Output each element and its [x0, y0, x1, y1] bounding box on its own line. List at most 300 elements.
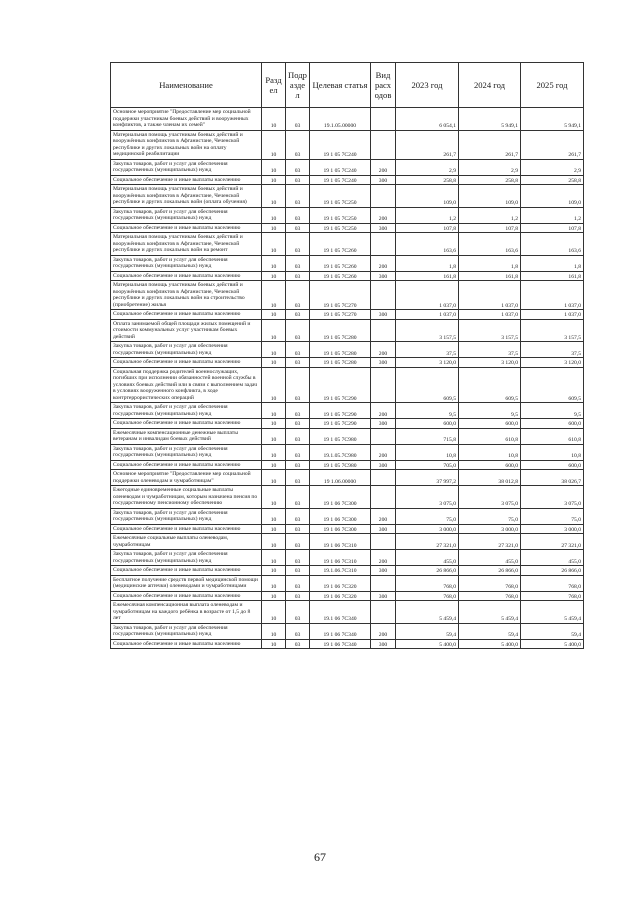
cell-vr: 300	[371, 310, 396, 320]
table-row	[111, 639, 584, 649]
cell-razd: 10	[262, 223, 286, 233]
cell-y2024: 27 321,0	[459, 534, 521, 550]
cell-cs: 19 1 05 7С290	[310, 403, 371, 419]
cell-vr: 200	[371, 403, 396, 419]
cell-y2025: 258,8	[521, 175, 584, 185]
cell-vr	[371, 470, 396, 486]
cell-name: Социальное обеспечение и иные выплаты населению	[111, 223, 262, 233]
cell-y2025: 5 949,1	[521, 108, 584, 131]
cell-y2023: 715,8	[396, 428, 459, 444]
cell-y2025: 1,8	[521, 255, 584, 271]
header-2025: 2025 год	[521, 63, 584, 108]
cell-vr	[371, 534, 396, 550]
cell-vr: 300	[371, 175, 396, 185]
page-number: 67	[314, 850, 326, 864]
table-row	[111, 419, 584, 429]
cell-name: Материальная помощь участникам боевых действий и вооружённых конфликтов в Афганистане, Чеченской республике и других локальных войн на ремонт	[111, 233, 262, 256]
cell-pr: 03	[286, 524, 310, 534]
cell-razd: 10	[262, 486, 286, 509]
cell-razd: 10	[262, 367, 286, 403]
cell-vr	[371, 185, 396, 208]
cell-y2023: 161,8	[396, 271, 459, 281]
cell-cs: 19 1 05 7С280	[310, 358, 371, 368]
cell-name: Материальная помощь участникам боевых действий и вооружённых конфликтов в Афганистане, Чеченской республике и других локальных войн на оплату медицинской реабилитации	[111, 130, 262, 159]
cell-y2024: 768,0	[459, 575, 521, 591]
cell-pr: 03	[286, 271, 310, 281]
cell-vr: 300	[371, 566, 396, 576]
cell-cs: 19 1 05 7С270	[310, 281, 371, 310]
cell-cs: 19 1 05 7С240	[310, 159, 371, 175]
cell-vr: 200	[371, 444, 396, 460]
cell-y2023: 768,0	[396, 575, 459, 591]
cell-pr: 03	[286, 233, 310, 256]
cell-y2024: 2,9	[459, 159, 521, 175]
cell-razd: 10	[262, 428, 286, 444]
table-row	[111, 534, 584, 550]
cell-y2025: 5 400,0	[521, 639, 584, 649]
cell-vr: 300	[371, 460, 396, 470]
cell-name: Закупка товаров, работ и услуг для обеспечения государственных (муниципальных) нужд	[111, 342, 262, 358]
cell-cs: 19 1 06 7С300	[310, 486, 371, 509]
cell-y2023: 3 075,0	[396, 486, 459, 509]
cell-y2023: 6 054,1	[396, 108, 459, 131]
cell-y2025: 9,5	[521, 403, 584, 419]
cell-y2023: 37 997,2	[396, 470, 459, 486]
table-row	[111, 444, 584, 460]
cell-cs: 19 1 05 7С260	[310, 271, 371, 281]
cell-y2023: 3 157,5	[396, 319, 459, 342]
table-body	[111, 108, 584, 649]
cell-cs: 19 1 05 7С280	[310, 342, 371, 358]
cell-pr: 03	[286, 342, 310, 358]
cell-y2025: 768,0	[521, 591, 584, 601]
cell-pr: 03	[286, 566, 310, 576]
cell-name: Социальное обеспечение и иные выплаты населению	[111, 524, 262, 534]
cell-y2023: 59,4	[396, 623, 459, 639]
cell-y2025: 10,8	[521, 444, 584, 460]
cell-name: Социальное обеспечение и иные выплаты населению	[111, 419, 262, 429]
cell-razd: 10	[262, 591, 286, 601]
cell-razd: 10	[262, 233, 286, 256]
cell-y2023: 258,8	[396, 175, 459, 185]
cell-razd: 10	[262, 207, 286, 223]
cell-razd: 10	[262, 550, 286, 566]
cell-pr: 03	[286, 591, 310, 601]
table-row	[111, 358, 584, 368]
cell-razd: 10	[262, 508, 286, 524]
cell-y2024: 163,6	[459, 233, 521, 256]
cell-y2023: 37,5	[396, 342, 459, 358]
cell-cs: 19 1 05 7С980	[310, 460, 371, 470]
cell-y2023: 768,0	[396, 591, 459, 601]
cell-y2025: 163,6	[521, 233, 584, 256]
cell-pr: 03	[286, 428, 310, 444]
header-2024: 2024 год	[459, 63, 521, 108]
cell-name: Ежемесячные социальные выплаты оленеводам, чумработницам	[111, 534, 262, 550]
cell-pr: 03	[286, 159, 310, 175]
cell-vr	[371, 319, 396, 342]
cell-y2025: 455,0	[521, 550, 584, 566]
cell-vr	[371, 601, 396, 624]
cell-y2025: 3 075,0	[521, 486, 584, 509]
cell-y2025: 609,5	[521, 367, 584, 403]
cell-y2024: 75,0	[459, 508, 521, 524]
cell-y2025: 109,0	[521, 185, 584, 208]
cell-cs: 19 1 06 7С300	[310, 524, 371, 534]
cell-razd: 10	[262, 271, 286, 281]
cell-vr: 300	[371, 524, 396, 534]
cell-vr: 200	[371, 623, 396, 639]
cell-cs: 19 1 05 7С250	[310, 223, 371, 233]
cell-vr: 200	[371, 550, 396, 566]
cell-razd: 10	[262, 534, 286, 550]
cell-y2024: 3 120,0	[459, 358, 521, 368]
cell-y2025: 768,0	[521, 575, 584, 591]
cell-razd: 10	[262, 342, 286, 358]
cell-vr: 200	[371, 255, 396, 271]
cell-y2024: 10,8	[459, 444, 521, 460]
cell-y2025: 2,9	[521, 159, 584, 175]
cell-cs: 19 1.06.00000	[310, 470, 371, 486]
cell-pr: 03	[286, 534, 310, 550]
cell-y2023: 75,0	[396, 508, 459, 524]
cell-razd: 10	[262, 460, 286, 470]
cell-y2023: 261,7	[396, 130, 459, 159]
cell-name: Закупка товаров, работ и услуг для обеспечения государственных (муниципальных) нужд	[111, 508, 262, 524]
cell-y2025: 3 000,0	[521, 524, 584, 534]
cell-y2025: 3 120,0	[521, 358, 584, 368]
cell-vr	[371, 281, 396, 310]
cell-y2024: 258,8	[459, 175, 521, 185]
header-section: Разд ел	[262, 63, 286, 108]
cell-name: Ежегодные единовременные социальные выплаты оленеводам и чумработницам, которым назначена пенсия по государственному пенсионному обеспечению	[111, 486, 262, 509]
cell-razd: 10	[262, 175, 286, 185]
cell-vr	[371, 233, 396, 256]
cell-vr: 200	[371, 508, 396, 524]
cell-y2024: 38 012,8	[459, 470, 521, 486]
cell-y2025: 161,8	[521, 271, 584, 281]
cell-name: Социальное обеспечение и иные выплаты населению	[111, 175, 262, 185]
cell-name: Оплата занимаемой общей площади жилых помещений и стоимости коммунальных услуг участникам боевых действий	[111, 319, 262, 342]
cell-y2024: 1 037,0	[459, 310, 521, 320]
cell-y2024: 3 157,5	[459, 319, 521, 342]
cell-y2023: 1 037,0	[396, 281, 459, 310]
cell-cs: 19.1.06.7С310	[310, 566, 371, 576]
cell-cs: 19.1.05.00000	[310, 108, 371, 131]
header-target: Целевая статья	[310, 63, 371, 108]
cell-y2023: 163,6	[396, 233, 459, 256]
cell-razd: 10	[262, 470, 286, 486]
cell-cs: 19 1 05 7С270	[310, 310, 371, 320]
table-row	[111, 342, 584, 358]
table-row	[111, 591, 584, 601]
cell-y2023: 455,0	[396, 550, 459, 566]
cell-razd: 10	[262, 524, 286, 534]
cell-y2024: 600,0	[459, 419, 521, 429]
cell-y2024: 5 949,1	[459, 108, 521, 131]
cell-y2024: 59,4	[459, 623, 521, 639]
cell-razd: 10	[262, 575, 286, 591]
cell-pr: 03	[286, 281, 310, 310]
header-2023: 2023 год	[396, 63, 459, 108]
cell-razd: 10	[262, 159, 286, 175]
cell-name: Социальное обеспечение и иные выплаты населению	[111, 310, 262, 320]
cell-pr: 03	[286, 575, 310, 591]
cell-name: Материальная помощь участникам боевых действий и вооружённых конфликтов в Афганистане, Чеченской республике и других локальных войн на строительство (приобретение) жилья	[111, 281, 262, 310]
cell-name: Социальное обеспечение и иные выплаты населению	[111, 271, 262, 281]
table-row	[111, 486, 584, 509]
table-row	[111, 207, 584, 223]
cell-cs: 19 1 05 7С980	[310, 428, 371, 444]
cell-y2023: 5 459,4	[396, 601, 459, 624]
table-row	[111, 271, 584, 281]
cell-pr: 03	[286, 108, 310, 131]
cell-cs: 19 1 06 7С340	[310, 639, 371, 649]
cell-vr	[371, 428, 396, 444]
cell-name: Социальная поддержка родителей военнослужащих, погибших при исполнении обязанностей военной службы в условиях боевых действий или в связи с выполнением задач в условиях вооруженного конфликта, в ходе контртеррористических операций	[111, 367, 262, 403]
cell-cs: 19 1 06 7С320	[310, 575, 371, 591]
cell-vr: 300	[371, 223, 396, 233]
cell-pr: 03	[286, 601, 310, 624]
budget-table-sheet	[110, 62, 583, 649]
cell-name: Закупка товаров, работ и услуг для обеспечения государственных (муниципальных) нужд	[111, 550, 262, 566]
cell-pr: 03	[286, 470, 310, 486]
cell-vr: 200	[371, 207, 396, 223]
table-row	[111, 175, 584, 185]
cell-pr: 03	[286, 486, 310, 509]
cell-razd: 10	[262, 566, 286, 576]
cell-y2023: 10,8	[396, 444, 459, 460]
header-subsection: Подр азде л	[286, 63, 310, 108]
cell-vr: 300	[371, 639, 396, 649]
cell-razd: 10	[262, 419, 286, 429]
cell-y2025: 610,8	[521, 428, 584, 444]
cell-y2025: 1,2	[521, 207, 584, 223]
cell-y2023: 2,9	[396, 159, 459, 175]
header-name: Наименование	[111, 63, 262, 108]
cell-pr: 03	[286, 550, 310, 566]
cell-y2023: 3 000,0	[396, 524, 459, 534]
cell-y2024: 1,2	[459, 207, 521, 223]
cell-pr: 03	[286, 358, 310, 368]
cell-y2024: 261,7	[459, 130, 521, 159]
cell-y2025: 5 459,4	[521, 601, 584, 624]
cell-cs: 19 1 05 7С250	[310, 207, 371, 223]
table-row	[111, 470, 584, 486]
cell-y2023: 5 400,0	[396, 639, 459, 649]
cell-y2024: 37,5	[459, 342, 521, 358]
cell-vr	[371, 108, 396, 131]
cell-y2025: 600,0	[521, 419, 584, 429]
cell-cs: 19 1 05 7С240	[310, 175, 371, 185]
table-row	[111, 575, 584, 591]
table-row	[111, 130, 584, 159]
cell-pr: 03	[286, 319, 310, 342]
cell-y2024: 9,5	[459, 403, 521, 419]
cell-pr: 03	[286, 403, 310, 419]
cell-y2024: 109,0	[459, 185, 521, 208]
cell-y2023: 9,5	[396, 403, 459, 419]
cell-y2025: 38 026,7	[521, 470, 584, 486]
table-row	[111, 319, 584, 342]
cell-y2024: 5 459,4	[459, 601, 521, 624]
cell-name: Основное мероприятие "Предоставление мер социальной поддержки оленеводам и чумработницам"	[111, 470, 262, 486]
cell-razd: 10	[262, 255, 286, 271]
cell-y2025: 107,8	[521, 223, 584, 233]
cell-name: Закупка товаров, работ и услуг для обеспечения государственных (муниципальных) нужд	[111, 623, 262, 639]
cell-vr: 200	[371, 342, 396, 358]
cell-name: Социальное обеспечение и иные выплаты населению	[111, 566, 262, 576]
cell-pr: 03	[286, 419, 310, 429]
cell-name: Закупка товаров, работ и услуг для обеспечения государственных (муниципальных) нужд	[111, 403, 262, 419]
cell-name: Закупка товаров, работ и услуг для обеспечения государственных (муниципальных) нужд	[111, 444, 262, 460]
table-header-row	[111, 63, 584, 108]
cell-y2024: 107,8	[459, 223, 521, 233]
cell-vr	[371, 486, 396, 509]
cell-y2024: 3 075,0	[459, 486, 521, 509]
cell-pr: 03	[286, 207, 310, 223]
budget-table	[110, 62, 584, 649]
cell-y2023: 1 037,0	[396, 310, 459, 320]
table-row	[111, 255, 584, 271]
table-row	[111, 108, 584, 131]
cell-y2024: 3 000,0	[459, 524, 521, 534]
table-row	[111, 508, 584, 524]
table-row	[111, 623, 584, 639]
cell-razd: 10	[262, 601, 286, 624]
table-row	[111, 367, 584, 403]
cell-y2025: 59,4	[521, 623, 584, 639]
cell-name: Ежемесячная компенсационная выплата оленеводам и чумработницам на каждого ребёнка в возрасте от 1,5 до 8 лет	[111, 601, 262, 624]
cell-name: Материальная помощь участникам боевых действий и вооружённых конфликтов в Афганистане, Чеченской республике и других локальных войн (оплата обучения)	[111, 185, 262, 208]
cell-y2023: 109,0	[396, 185, 459, 208]
cell-y2023: 1,8	[396, 255, 459, 271]
cell-y2024: 600,0	[459, 460, 521, 470]
cell-razd: 10	[262, 185, 286, 208]
cell-y2023: 27 321,0	[396, 534, 459, 550]
cell-pr: 03	[286, 460, 310, 470]
cell-vr: 200	[371, 159, 396, 175]
cell-vr	[371, 130, 396, 159]
table-row	[111, 601, 584, 624]
cell-cs: 19 1 06 7С300	[310, 508, 371, 524]
cell-cs: 19.1 06 7С340	[310, 601, 371, 624]
cell-pr: 03	[286, 223, 310, 233]
cell-y2023: 3 120,0	[396, 358, 459, 368]
cell-y2024: 1 037,0	[459, 281, 521, 310]
cell-y2023: 609,5	[396, 367, 459, 403]
cell-y2024: 455,0	[459, 550, 521, 566]
table-row	[111, 550, 584, 566]
cell-name: Бесплатное получение средств первой медицинской помощи (медицинские аптечки) оленеводами и чумработницами	[111, 575, 262, 591]
cell-razd: 10	[262, 444, 286, 460]
table-row	[111, 524, 584, 534]
cell-pr: 03	[286, 623, 310, 639]
cell-y2025: 75,0	[521, 508, 584, 524]
table-row	[111, 223, 584, 233]
cell-y2025: 261,7	[521, 130, 584, 159]
cell-y2025: 3 157,5	[521, 319, 584, 342]
cell-razd: 10	[262, 358, 286, 368]
cell-y2025: 600,0	[521, 460, 584, 470]
cell-y2024: 609,5	[459, 367, 521, 403]
cell-name: Социальное обеспечение и иные выплаты населению	[111, 460, 262, 470]
cell-cs: 19 1 05 7С240	[310, 130, 371, 159]
cell-cs: 19 1 05 7С290	[310, 367, 371, 403]
table-row	[111, 460, 584, 470]
cell-cs: 19.1.05.7С980	[310, 444, 371, 460]
cell-cs: 19 1 06 7С320	[310, 591, 371, 601]
cell-y2023: 107,8	[396, 223, 459, 233]
cell-y2025: 37,5	[521, 342, 584, 358]
cell-razd: 10	[262, 281, 286, 310]
cell-vr	[371, 575, 396, 591]
table-row	[111, 428, 584, 444]
cell-name: Основное мероприятие "Предоставление мер социальной поддержки участникам боевых действий и вооруженных конфликтов, а также членам их семей"	[111, 108, 262, 131]
cell-cs: 19 1 05 7С280	[310, 319, 371, 342]
cell-y2023: 1,2	[396, 207, 459, 223]
table-row	[111, 185, 584, 208]
cell-vr: 300	[371, 591, 396, 601]
cell-name: Социальное обеспечение и иные выплаты населению	[111, 591, 262, 601]
table-row	[111, 233, 584, 256]
cell-pr: 03	[286, 310, 310, 320]
cell-cs: 19 1 06 7С310	[310, 550, 371, 566]
cell-cs: 19 1 06 7С310	[310, 534, 371, 550]
table-row	[111, 281, 584, 310]
cell-razd: 10	[262, 130, 286, 159]
cell-razd: 10	[262, 310, 286, 320]
cell-pr: 03	[286, 367, 310, 403]
cell-razd: 10	[262, 108, 286, 131]
cell-y2025: 1 037,0	[521, 310, 584, 320]
cell-y2025: 26 866,0	[521, 566, 584, 576]
cell-y2025: 1 037,0	[521, 281, 584, 310]
cell-name: Ежемесячные компенсационные денежные выплаты ветеранам и инвалидам боевых действий	[111, 428, 262, 444]
cell-y2024: 610,8	[459, 428, 521, 444]
cell-y2023: 26 866,0	[396, 566, 459, 576]
table-row	[111, 566, 584, 576]
table-row	[111, 403, 584, 419]
cell-razd: 10	[262, 623, 286, 639]
cell-vr: 300	[371, 419, 396, 429]
cell-cs: 19 1 06 7С340	[310, 623, 371, 639]
cell-pr: 03	[286, 508, 310, 524]
cell-cs: 19 1 05 7С290	[310, 419, 371, 429]
cell-pr: 03	[286, 639, 310, 649]
cell-cs: 19 1 05 7С260	[310, 255, 371, 271]
table-row	[111, 159, 584, 175]
cell-name: Закупка товаров, работ и услуг для обеспечения государственных (муниципальных) нужд	[111, 207, 262, 223]
cell-razd: 10	[262, 639, 286, 649]
cell-y2024: 768,0	[459, 591, 521, 601]
cell-name: Социальное обеспечение и иные выплаты населению	[111, 639, 262, 649]
cell-pr: 03	[286, 444, 310, 460]
cell-y2024: 161,8	[459, 271, 521, 281]
cell-y2023: 705,0	[396, 460, 459, 470]
cell-y2024: 26 866,0	[459, 566, 521, 576]
cell-cs: 19 1 05 7С250	[310, 185, 371, 208]
header-expense-type: Вид расх одов	[371, 63, 396, 108]
cell-y2023: 600,0	[396, 419, 459, 429]
cell-name: Закупка товаров, работ и услуг для обеспечения государственных (муниципальных) нужд	[111, 255, 262, 271]
cell-cs: 19 1 05 7С260	[310, 233, 371, 256]
cell-pr: 03	[286, 175, 310, 185]
cell-vr: 300	[371, 358, 396, 368]
cell-name: Закупка товаров, работ и услуг для обеспечения государственных (муниципальных) нужд	[111, 159, 262, 175]
cell-vr: 300	[371, 271, 396, 281]
cell-y2024: 1,8	[459, 255, 521, 271]
